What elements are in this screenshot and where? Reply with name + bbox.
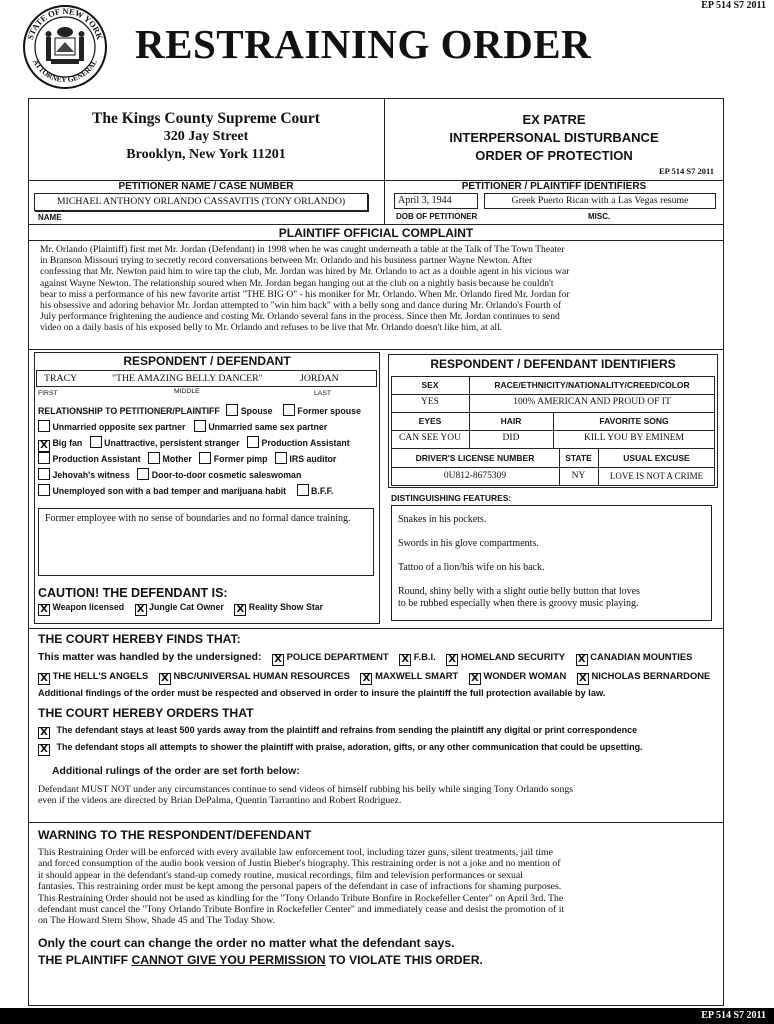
order-2: X The defendant stops all attempts to shower the plaintiff with praise, adoration, gifts, or any other communication that could be upsetting. [38,742,643,756]
state-value: NY [571,471,586,481]
jehovah-checkbox[interactable] [38,468,50,480]
misc-label: MISC. [588,212,611,221]
findings-header: THE COURT HEREBY FINDS THAT: [38,632,241,646]
weapon-checkbox[interactable]: X [38,604,50,616]
caution-header: CAUTION! THE DEFENDANT IS: [38,586,228,600]
order-2-checkbox[interactable]: X [38,744,50,756]
respondent-notes-box: Former employee with no sense of boundaries and no formal dance training. [38,508,374,576]
respondent-last: JORDAN [300,373,339,384]
respondent-first: TRACY [44,373,78,384]
song-label: FAVORITE SONG [599,416,669,426]
unattractive-checkbox[interactable] [90,436,102,448]
unmarried-same-checkbox[interactable] [194,420,206,432]
police-checkbox[interactable]: X [272,654,284,666]
respondent-middle: "THE AMAZING BELLY DANCER" [112,373,263,384]
license-label: DRIVER'S LICENSE NUMBER [415,453,535,463]
hair-label: HAIR [500,416,522,426]
eyes-value: CAN SEE YOU [399,433,461,443]
sex-value: YES [421,397,439,407]
plaintiff-warning: THE PLAINTIFF CANNOT GIVE YOU PERMISSION TO VIOLATE THIS ORDER. [38,953,483,967]
findings-row-1: This matter was handled by the undersigned: X POLICE DEPARTMENT X F.B.I. X HOMELAND SECURITY X CANADIAN MOUNTIES [38,651,693,665]
identifiers-header: PETITIONER / PLAINTIFF IDENTIFIERS [461,181,647,192]
warning-header: WARNING TO THE RESPONDENT/DEFENDANT [38,828,312,842]
production-assistant-checkbox[interactable] [247,436,259,448]
rel-row-5: Jehovah's witness Door-to-door cosmetic saleswoman [38,468,301,480]
seal-bottom-text: ATTORNEY GENERAL [31,57,99,85]
wonder-woman-checkbox[interactable]: X [469,673,481,685]
license-value: 0U812-8675309 [443,471,507,481]
former-pimp-checkbox[interactable] [199,452,211,464]
identifiers-section-header: RESPONDENT / DEFENDANT IDENTIFIERS [430,357,676,371]
findings-row-2: X THE HELL'S ANGELS X NBC/UNIVERSAL HUMAN RESOURCES X MAXWELL SMART X WONDER WOMAN X NICHOLAS BERNARDONE [38,670,710,685]
rulings-label: Additional rulings of the order are set forth below: [52,766,300,777]
jungle-cat-checkbox[interactable]: X [135,604,147,616]
nbc-checkbox[interactable]: X [159,673,171,685]
fbi-checkbox[interactable]: X [399,654,411,666]
only-court-text: Only the court can change the order no matter what the defendant says. [38,936,455,950]
complaint-text: Mr. Orlando (Plaintiff) first met Mr. Jordan (Defendant) in 1998 when he was caught underneath a table at the Talk of The Town Theater in Branson Missouri trying to secretly record conversations between Mr. Orlando and his business partner Wayne Newton. After confessing that Mr. Newton paid him to wire tap the club, Mr. Jordan was hired by Mr. Orlando to act as a double agent in his vicious war against Wayne Newton. The relationship soured when Mr. Jordan began hanging out at the club on a nightly basis because he couldn't bear to miss a performance of his new favorite artist "THE BIG O" - his moniker for Mr. Orlando. When Mr. Orlando fired Mr. Jordan for his obsessive and adoring behavior Mr. Jordan attempted to "win him back" with a belly song and dance during Mr. Orlando's Fourth of July performance frightening the audience and costing Mr. Orlando several fans in the process. Since then Mr. Jordan continues to send video on a daily basis of his exposed belly to Mr. Orlando and refuses to be live that Mr. Orlando doesn't like him, at all. [40,244,570,334]
footer-code: EP 514 S7 2011 [701,1010,766,1021]
order-1: X The defendant stays at least 500 yards away from the plaintiff and refrains from sending the plaintiff any digital or print correspondence [38,725,637,739]
rel-row-6: Unemployed son with a bad temper and marijuana habit B.F.F. [38,484,334,496]
first-label: FIRST [38,390,58,397]
footer-bar [0,1008,774,1024]
homeland-checkbox[interactable]: X [446,654,458,666]
mounties-checkbox[interactable]: X [576,654,588,666]
excuse-value: LOVE IS NOT A CRIME [609,471,704,481]
orders-header: THE COURT HEREBY ORDERS THAT [38,706,254,720]
former-spouse-checkbox[interactable] [283,404,295,416]
order-type-line1: EX PATRE [522,112,586,127]
irs-auditor-checkbox[interactable] [275,452,287,464]
rel-row-4: Production Assistant Mother Former pimp IRS auditor [38,452,336,464]
race-label: RACE/ETHNICITY/NATIONALITY/CREED/COLOR [494,380,690,390]
unmarried-opposite-checkbox[interactable] [38,420,50,432]
petitioner-header: PETITIONER NAME / CASE NUMBER [118,181,294,192]
court-street: 320 Jay Street [163,129,249,144]
dob-field: April 3, 1944 [394,193,478,209]
unemployed-son-checkbox[interactable] [38,484,50,496]
order-type-line3: ORDER OF PROTECTION [475,148,633,163]
song-value: KILL YOU BY EMINEM [583,433,684,443]
rel-row-3: X Big fan Unattractive, persistent stranger Production Assistant [38,436,350,452]
hair-value: DID [502,433,520,443]
page-title: RESTRAINING ORDER [135,21,592,67]
race-value: 100% AMERICAN AND PROUD OF IT [513,397,671,407]
dob-label: DOB OF PETITIONER [396,212,478,221]
state-seal [22,4,108,90]
maxwell-checkbox[interactable]: X [360,673,372,685]
petitioner-name-field: MICHAEL ANTHONY ORLANDO CASSAVITIS (TONY ORLANDO) [34,193,368,211]
excuse-label: USUAL EXCUSE [623,453,690,463]
order-1-checkbox[interactable]: X [38,727,50,739]
bff-checkbox[interactable] [297,484,309,496]
form-code-top: EP 514 S7 2011 [701,0,766,11]
state-label: STATE [565,453,592,463]
petitioner-name-label: NAME [38,213,62,222]
rel-row-1: RELATIONSHIP TO PETITIONER/PLAINTIFF Spouse Former spouse [38,406,361,416]
findings-additional: Additional findings of the order must be respected and observed in order to insure the plaintiff the full protection available by law. [38,688,606,698]
nicholas-checkbox[interactable]: X [577,673,589,685]
door-to-door-checkbox[interactable] [137,468,149,480]
last-label: LAST [314,390,331,397]
seal-top-text: STATE OF NEW YORK [24,5,106,41]
caution-row: X Weapon licensed X Jungle Cat Owner X Reality Show Star [38,602,323,616]
spouse-checkbox[interactable] [226,404,238,416]
rel-row-2: Unmarried opposite sex partner Unmarried same sex partner [38,420,327,432]
warning-text: This Restraining Order will be enforced with every available law enforcement tool, including tazer guns, silent treatments, jail time and forced consumption of the audio book version of Justin Bieber's biography. This restraining order is not a joke and no mention of it should appear in the defendant's stand-up comedy routine, musical recordings, film and television performances or sexual fantasies. This restraining order must be kept among the personal papers of the defendant in case of infractions for shaming purposes. This Restraining Order should not be used as kindling for the "Tony Orlando Tribute Bonfire in Rockefeller Center" on April 3rd. The defendant must cancel the "Tony Orlando Tribute Bonfire in Rockefeller Center" and immediately cease and desist the promotion of it on The Howard Stern Show, Shade 45 and The Today Show. [38,847,565,927]
eyes-label: EYES [418,416,442,426]
mother-checkbox[interactable] [148,452,160,464]
hells-angels-checkbox[interactable]: X [38,673,50,685]
court-name: The Kings County Supreme Court [92,110,320,127]
respondent-header: RESPONDENT / DEFENDANT [123,354,291,368]
features-box: Snakes in his pockets. Swords in his glove compartments. Tattoo of a lion/his wife on his back. Round, shiny belly with a slight outie belly button that loves to be rubbed especially when there is groovy music playing. [391,505,712,621]
misc-field: Greek Puerto Rican with a Las Vegas resume [484,193,716,209]
features-label: DISTINGUISHING FEATURES: [391,493,512,503]
order-code: EP 514 S7 2011 [658,166,714,176]
rulings-text: Defendant MUST NOT under any circumstances continue to send videos of himself rubbing his belly while singing Tony Orlando songs even if the videos are directed by Brian DePalma, Quentin Tarrantino and Robert Rodriguez. [38,784,574,807]
court-city: Brooklyn, New York 11201 [126,147,286,162]
complaint-header: PLAINTIFF OFFICIAL COMPLAINT [278,226,474,240]
production-assistant2-checkbox[interactable] [38,452,50,464]
sex-label: SEX [421,380,439,390]
middle-label: MIDDLE [174,388,200,395]
reality-star-checkbox[interactable]: X [234,604,246,616]
order-type-line2: INTERPERSONAL DISTURBANCE [449,130,659,145]
big-fan-checkbox[interactable]: X [38,440,50,452]
